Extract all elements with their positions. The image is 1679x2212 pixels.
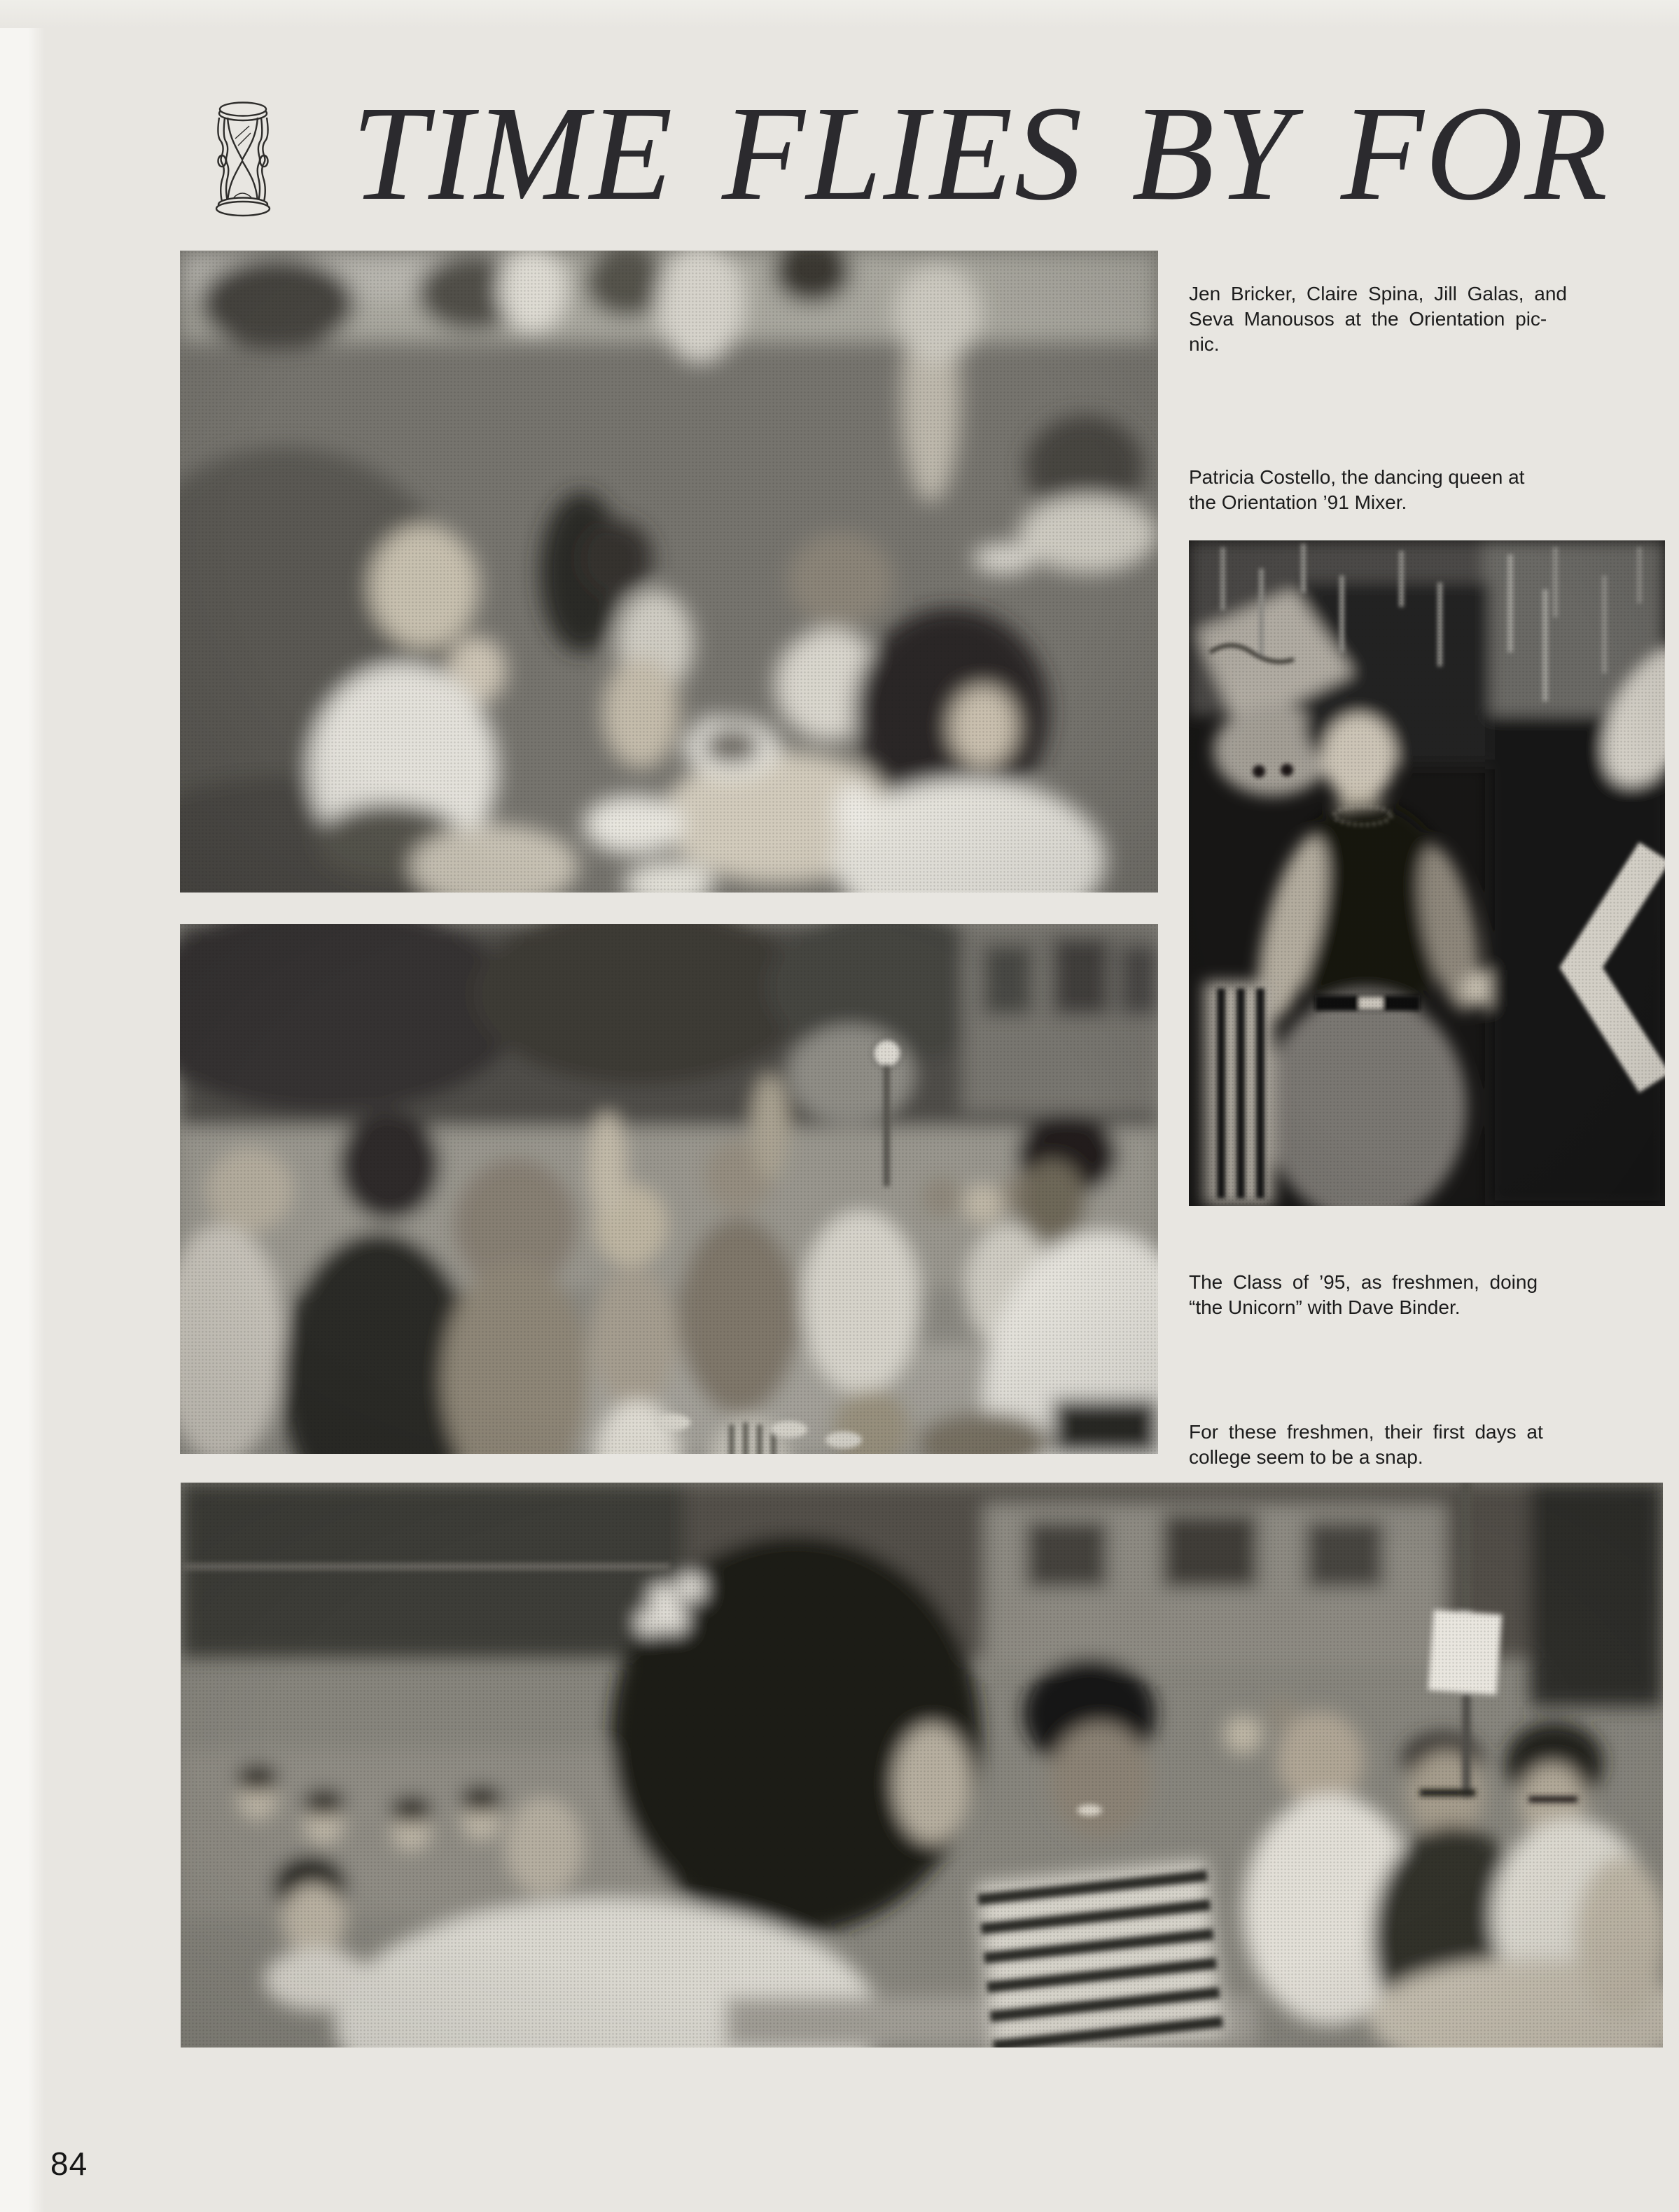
caption-line: Patricia Costello, the dancing queen at: [1189, 466, 1525, 488]
photo-freshmen-snap: [181, 1483, 1663, 2047]
caption-orientation-picnic: [1189, 281, 1581, 357]
caption-unicorn-dance: [1189, 1270, 1581, 1320]
photo-unicorn-dance: [180, 924, 1158, 1454]
scan-edge: [0, 0, 45, 2212]
caption-freshmen-snap: [1189, 1420, 1581, 1470]
scan-shade: [0, 0, 1679, 28]
caption-line: the Orientation ’91 Mixer.: [1189, 491, 1407, 513]
caption-line: Seva Manousos at the Orientation pic-: [1189, 308, 1547, 330]
caption-line: “the Unicorn” with Dave Binder.: [1189, 1296, 1461, 1318]
hourglass-icon: [210, 99, 276, 220]
photo-orientation-picnic: [180, 251, 1158, 892]
caption-line: Jen Bricker, Claire Spina, Jill Galas, and: [1189, 283, 1567, 304]
caption-line: college seem to be a snap.: [1189, 1446, 1423, 1468]
page-number: 84: [50, 2146, 88, 2182]
caption-line: The Class of ’95, as freshmen, doing: [1189, 1271, 1538, 1293]
photo-mixer-dancer: [1189, 540, 1665, 1206]
caption-mixer-dancer: [1189, 465, 1581, 515]
page-title: TIME FLIES BY FOR: [351, 78, 1610, 228]
caption-line: nic.: [1189, 333, 1220, 355]
caption-line: For these freshmen, their first days at: [1189, 1421, 1543, 1443]
